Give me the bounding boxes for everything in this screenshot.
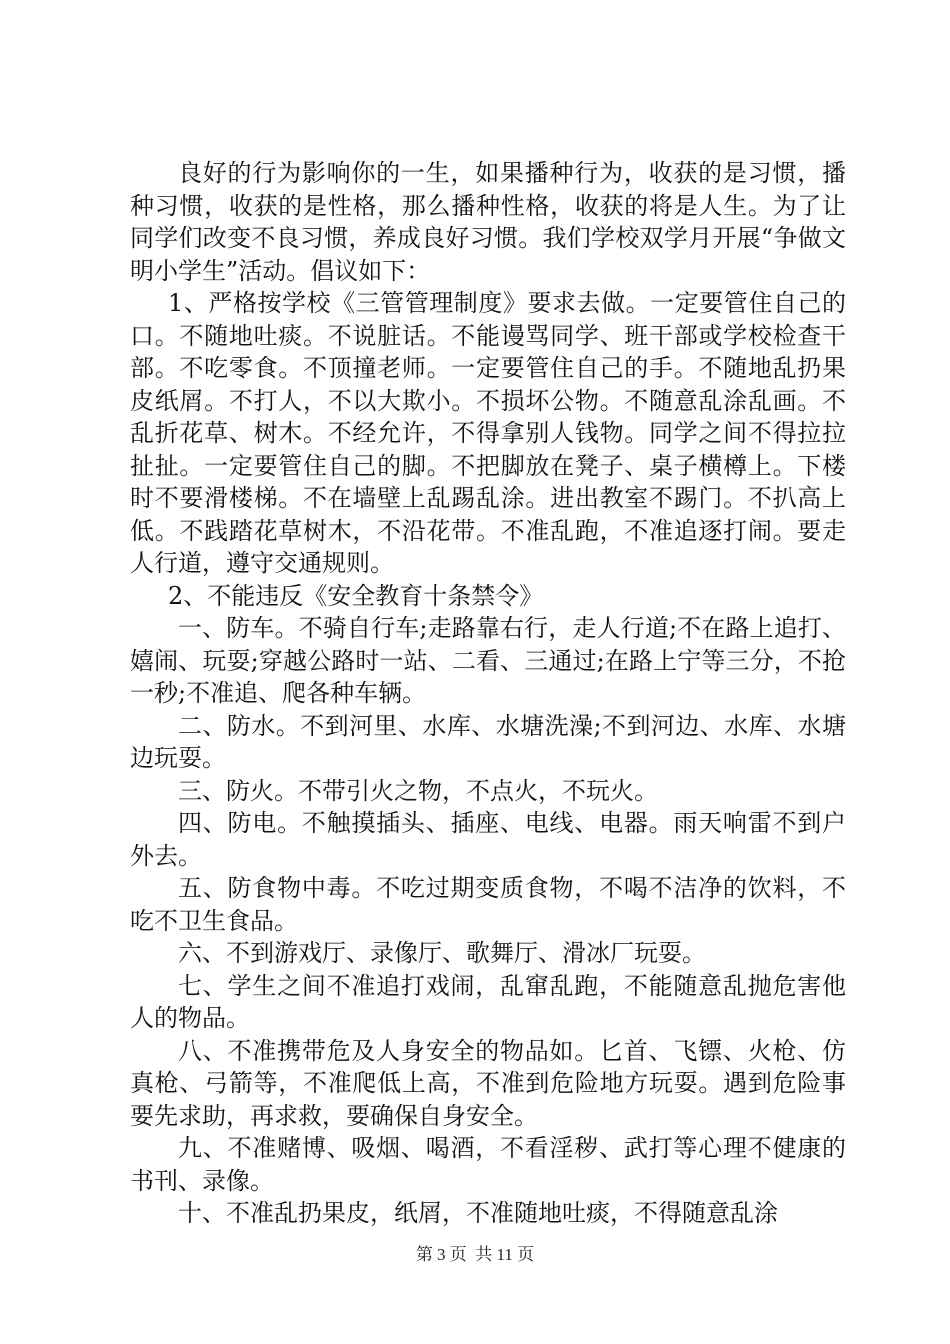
- paragraph-item-2: 2、不能违反《安全教育十条禁令》: [168, 581, 544, 610]
- page-number-label: 第 3 页 共 11 页: [415, 1245, 535, 1264]
- paragraph-rule-1: 一、防车。不骑自行车;走路靠右行，走人行道;不在路上追打、嬉闹、玩耍;穿越公路时一站、二看、三通过;在路上宁等三分，不抢一秒;不准追、爬各种车辆。: [130, 614, 846, 707]
- paragraph-rule-6: 六、不到游戏厅、录像厅、歌舞厅、滑冰厂玩耍。: [178, 939, 706, 967]
- paragraph-rule-4: 四、防电。不触摸插头、插座、电线、电器。雨天响雷不到户外去。: [130, 809, 846, 870]
- paragraph-intro: 良好的行为影响你的一生，如果播种行为，收获的是习惯，播种习惯，收获的是性格，那么播种性格，收获的将是人生。为了让同学们改变不良习惯，养成良好习惯。我们学校双学月开展“争做文明小学生”活动。倡议如下：: [130, 159, 846, 285]
- paragraph-rule-5: 五、防食物中毒。不吃过期变质食物，不喝不洁净的饮料，不吃不卫生食品。: [130, 874, 846, 935]
- document-body: [130, 157, 846, 1230]
- page-footer: [0, 1240, 950, 1265]
- paragraph-rule-2: 二、防水。不到河里、水库、水塘洗澡;不到河边、水库、水塘边玩耍。: [130, 711, 846, 772]
- paragraph-rule-8: 八、不准携带危及人身安全的物品如。匕首、飞镖、火枪、仿真枪、弓箭等，不准爬低上高，不准到危险地方玩耍。遇到危险事要先求助，再求救，要确保自身安全。: [130, 1036, 846, 1130]
- paragraph-rule-9: 九、不准赌博、吸烟、喝酒，不看淫秽、武打等心理不健康的书刊、录像。: [130, 1134, 846, 1195]
- paragraph-item-1: 1、严格按学校《三管管理制度》要求去做。一定要管住自己的口。不随地吐痰。不说脏话。不能谩骂同学、班干部或学校检查干部。不吃零食。不顶撞老师。一定要管住自己的手。不随地乱扔果皮纸屑。不打人，不以大欺小。不损坏公物。不随意乱涂乱画。不乱折花草、树木。不经允许，不得拿别人钱物。同学之间不得拉拉扯扯。一定要管住自己的脚。不把脚放在凳子、桌子横樽上。下楼时不要滑楼梯。不在墙壁上乱踢乱涂。进出教室不踢门。不扒高上低。不践踏花草树木，不沿花带。不准乱跑，不准追逐打闹。要走人行道，遵守交通规则。: [130, 289, 846, 577]
- paragraph-rule-3: 三、防火。不带引火之物，不点火，不玩火。: [178, 776, 658, 805]
- paragraph-rule-7: 七、学生之间不准追打戏闹，乱窜乱跑，不能随意乱抛危害他人的物品。: [130, 971, 846, 1032]
- paragraph-rule-10: 十、不准乱扔果皮，纸屑，不准随地吐痰，不得随意乱涂: [178, 1199, 778, 1227]
